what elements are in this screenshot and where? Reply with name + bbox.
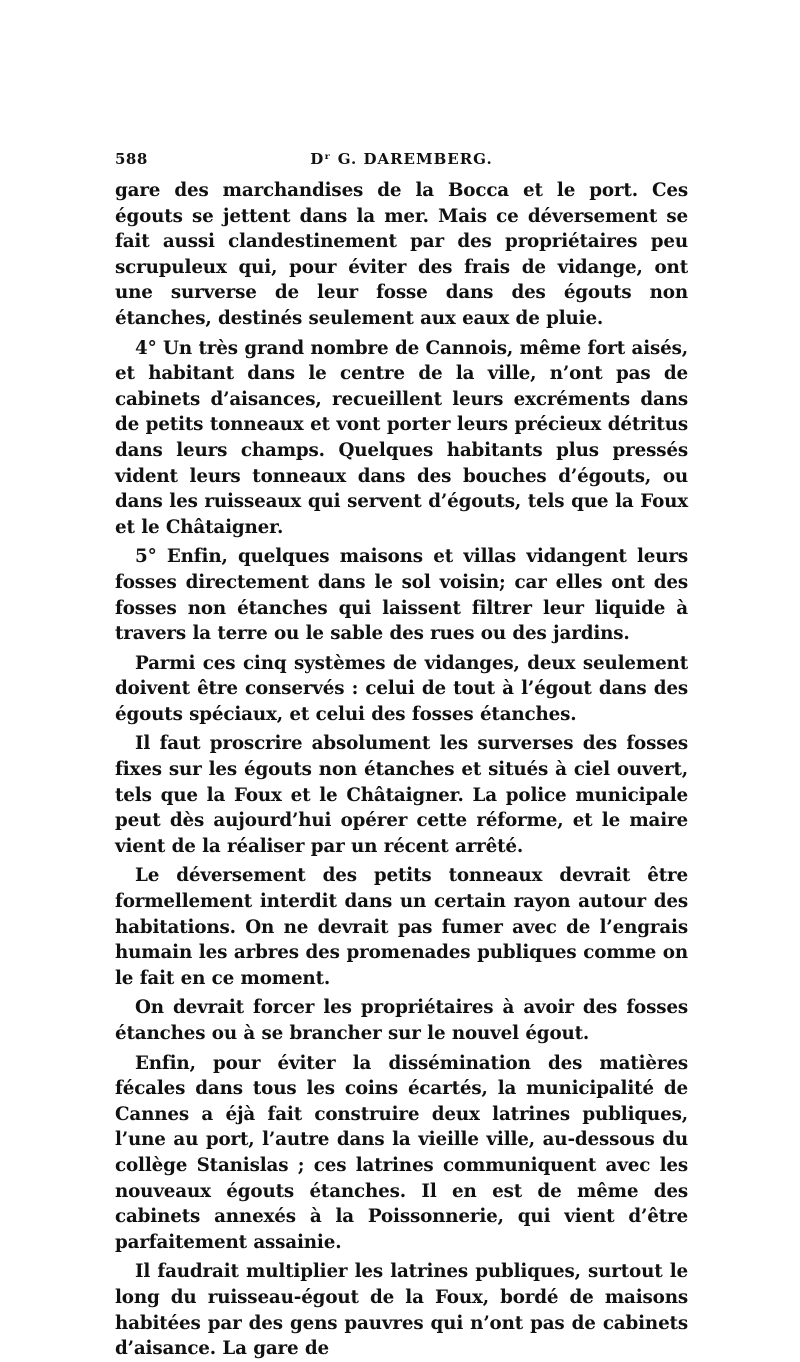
paragraph: Enfin, pour éviter la dissémination des matières fécales dans tous les coins écartés, la municipalité de Cannes a éjà fait construire deux latrines publiques, l’une au port, l’autre dans la vieille ville, au-dessous du collège Stanislas ; ces latrines communiquent avec les nouveaux égouts étanches. Il en est de même des cabinets annexés à la Poissonnerie, qui vient d’être parfaitement assainie. — [115, 1052, 688, 1253]
running-head: Dʳ G. DAREMBERG. — [310, 150, 493, 168]
page-header — [115, 150, 688, 178]
paragraph: 5° Enfin, quelques maisons et villas vidangent leurs fosses directement dans le sol voisin; car elles ont des fosses non étanches qui laissent filtrer leur liquide à travers la terre ou le sable des rues ou des jardins. — [115, 546, 688, 645]
page-number: 588 — [115, 150, 148, 168]
paragraph: 4° Un très grand nombre de Cannois, même fort aisés, et habitant dans le centre de la ville, n’ont pas de cabinets d’aisances, recueillent leurs excréments dans de petits tonneaux et vont porter leurs précieux détritus dans leurs champs. Quelques habitants plus pressés vident leurs tonneaux dans des bouches d’égouts, ou dans les ruisseaux qui servent d’égouts, tels que la Foux et le Châtaigner. — [115, 337, 688, 538]
paragraph: Parmi ces cinq systèmes de vidanges, deux seulement doivent être conservés : celui de tout à l’égout dans des égouts spéciaux, et celui des fosses étanches. — [115, 652, 688, 725]
paragraph: Il faudrait multiplier les latrines publiques, surtout le long du ruisseau-égout de la Foux, bordé de maisons habitées par des gens pauvres qui n’ont pas de cabinets d’aisance. La gare de — [115, 1261, 688, 1360]
paragraph: Il faut proscrire absolument les surverses des fosses fixes sur les égouts non étanches et situés à ciel ouvert, tels que la Foux et le Châtaigner. La police municipale peut dès aujourd’hui opérer cette réforme, et le maire vient de la réaliser par un récent arrêté. — [115, 733, 688, 857]
paragraph: gare des marchandises de la Bocca et le port. Ces égouts se jettent dans la mer. Mais ce déversement se fait aussi clandestinement par des propriétaires peu scrupuleux qui, pour éviter des frais de vidange, ont une surverse de leur fosse dans des égouts non étanches, destinés seulement aux eaux de pluie. — [115, 180, 688, 329]
paragraph: On devrait forcer les propriétaires à avoir des fosses étanches ou à se brancher sur le nouvel égout. — [115, 997, 688, 1044]
paragraph: Le déversement des petits tonneaux devrait être formellement interdit dans un certain rayon autour des habitations. On ne devrait pas fumer avec de l’engrais humain les arbres des promenades publiques comme on le fait en ce moment. — [115, 865, 688, 989]
body-text — [115, 178, 688, 1362]
